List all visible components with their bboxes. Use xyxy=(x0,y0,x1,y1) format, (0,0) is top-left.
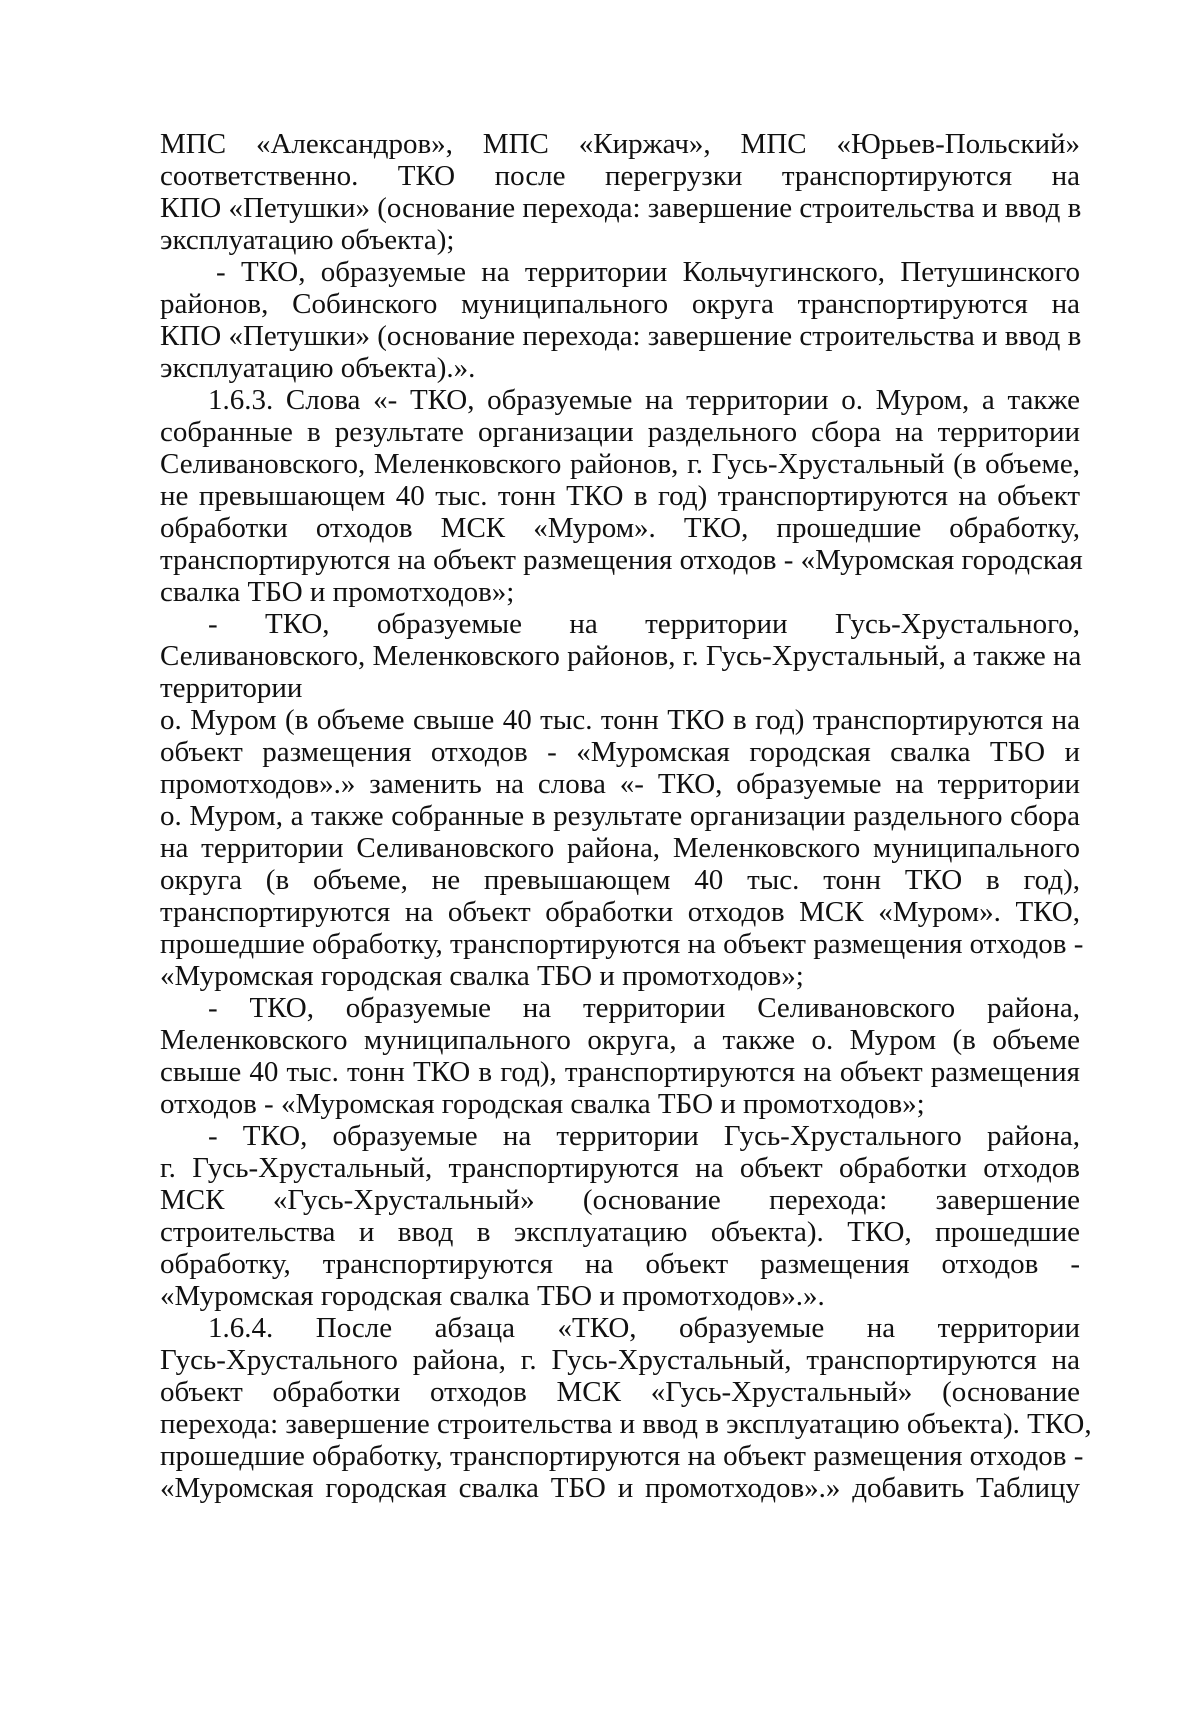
document-line: перехода: завершение строительства и ввод в эксплуатацию объекта). ТКО, xyxy=(160,1408,1092,1440)
document-line: транспортируются на объект обработки отходов МСК «Муром». ТКО, xyxy=(160,896,1080,928)
document-line: - ТКО, образуемые на территории Кольчугинского, Петушинского xyxy=(216,256,1080,288)
document-line: МПС «Александров», МПС «Киржач», МПС «Юрьев-Польский» xyxy=(160,128,1080,160)
document-line: отходов - «Муромская городская свалка ТБО и промотходов»; xyxy=(160,1088,925,1120)
document-line: - ТКО, образуемые на территории Селивановского района, xyxy=(208,992,1080,1024)
document-line: эксплуатацию объекта); xyxy=(160,224,455,256)
document-line: - ТКО, образуемые на территории Гусь-Хрустального, xyxy=(208,608,1080,640)
document-line: КПО «Петушки» (основание перехода: завершение строительства и ввод в xyxy=(160,320,1082,352)
document-line: обработки отходов МСК «Муром». ТКО, прошедшие обработку, xyxy=(160,512,1080,544)
document-line: Гусь-Хрустального района, г. Гусь-Хрустальный, транспортируются на xyxy=(160,1344,1080,1376)
document-line: округа (в объеме, не превышающем 40 тыс. тонн ТКО в год), xyxy=(160,864,1080,896)
document-line: - ТКО, образуемые на территории Гусь-Хрустального района, xyxy=(208,1120,1080,1152)
document-line: прошедшие обработку, транспортируются на объект размещения отходов - xyxy=(160,1440,1084,1472)
document-line: обработку, транспортируются на объект размещения отходов - xyxy=(160,1248,1080,1280)
document-line: КПО «Петушки» (основание перехода: завершение строительства и ввод в xyxy=(160,192,1082,224)
document-line: Селивановского, Меленковского районов, г. Гусь-Хрустальный (в объеме, xyxy=(160,448,1080,480)
document-line: территории xyxy=(160,672,303,704)
document-line: МСК «Гусь-Хрустальный» (основание перехода: завершение xyxy=(160,1184,1080,1216)
document-line: промотходов».» заменить на слова «- ТКО, образуемые на территории xyxy=(160,768,1080,800)
document-line: Меленковского муниципального округа, а также о. Муром (в объеме xyxy=(160,1024,1080,1056)
document-line: эксплуатацию объекта).». xyxy=(160,352,476,384)
document-line: о. Муром (в объеме свыше 40 тыс. тонн ТКО в год) транспортируются на xyxy=(160,704,1080,736)
document-line: соответственно. ТКО после перегрузки транспортируются на xyxy=(160,160,1080,192)
document-line: «Муромская городская свалка ТБО и промотходов».». xyxy=(160,1280,825,1312)
document-line: объект размещения отходов - «Муромская городская свалка ТБО и xyxy=(160,736,1080,768)
document-body xyxy=(160,128,1092,1504)
document-line: районов, Собинского муниципального округа транспортируются на xyxy=(160,288,1080,320)
document-line: 1.6.3. Слова «- ТКО, образуемые на территории о. Муром, а также xyxy=(208,384,1080,416)
document-line: прошедшие обработку, транспортируются на объект размещения отходов - xyxy=(160,928,1084,960)
document-line: Селивановского, Меленковского районов, г. Гусь-Хрустальный, а также на xyxy=(160,640,1082,672)
document-line: объект обработки отходов МСК «Гусь-Хрустальный» (основание xyxy=(160,1376,1080,1408)
document-line: о. Муром, а также собранные в результате организации раздельного сбора xyxy=(160,800,1080,832)
document-line: собранные в результате организации раздельного сбора на территории xyxy=(160,416,1080,448)
document-line: свалка ТБО и промотходов»; xyxy=(160,576,515,608)
document-line: транспортируются на объект размещения отходов - «Муромская городская xyxy=(160,544,1083,576)
document-line: на территории Селивановского района, Меленковского муниципального xyxy=(160,832,1080,864)
document-line: «Муромская городская свалка ТБО и промотходов».» добавить Таблицу xyxy=(160,1472,1080,1504)
document-line: г. Гусь-Хрустальный, транспортируются на объект обработки отходов xyxy=(160,1152,1080,1184)
document-line: свыше 40 тыс. тонн ТКО в год), транспортируются на объект размещения xyxy=(160,1056,1080,1088)
document-line: 1.6.4. После абзаца «ТКО, образуемые на территории xyxy=(208,1312,1080,1344)
document-line: «Муромская городская свалка ТБО и промотходов»; xyxy=(160,960,804,992)
document-line: не превышающем 40 тыс. тонн ТКО в год) транспортируются на объект xyxy=(160,480,1080,512)
document-line: строительства и ввод в эксплуатацию объекта). ТКО, прошедшие xyxy=(160,1216,1080,1248)
